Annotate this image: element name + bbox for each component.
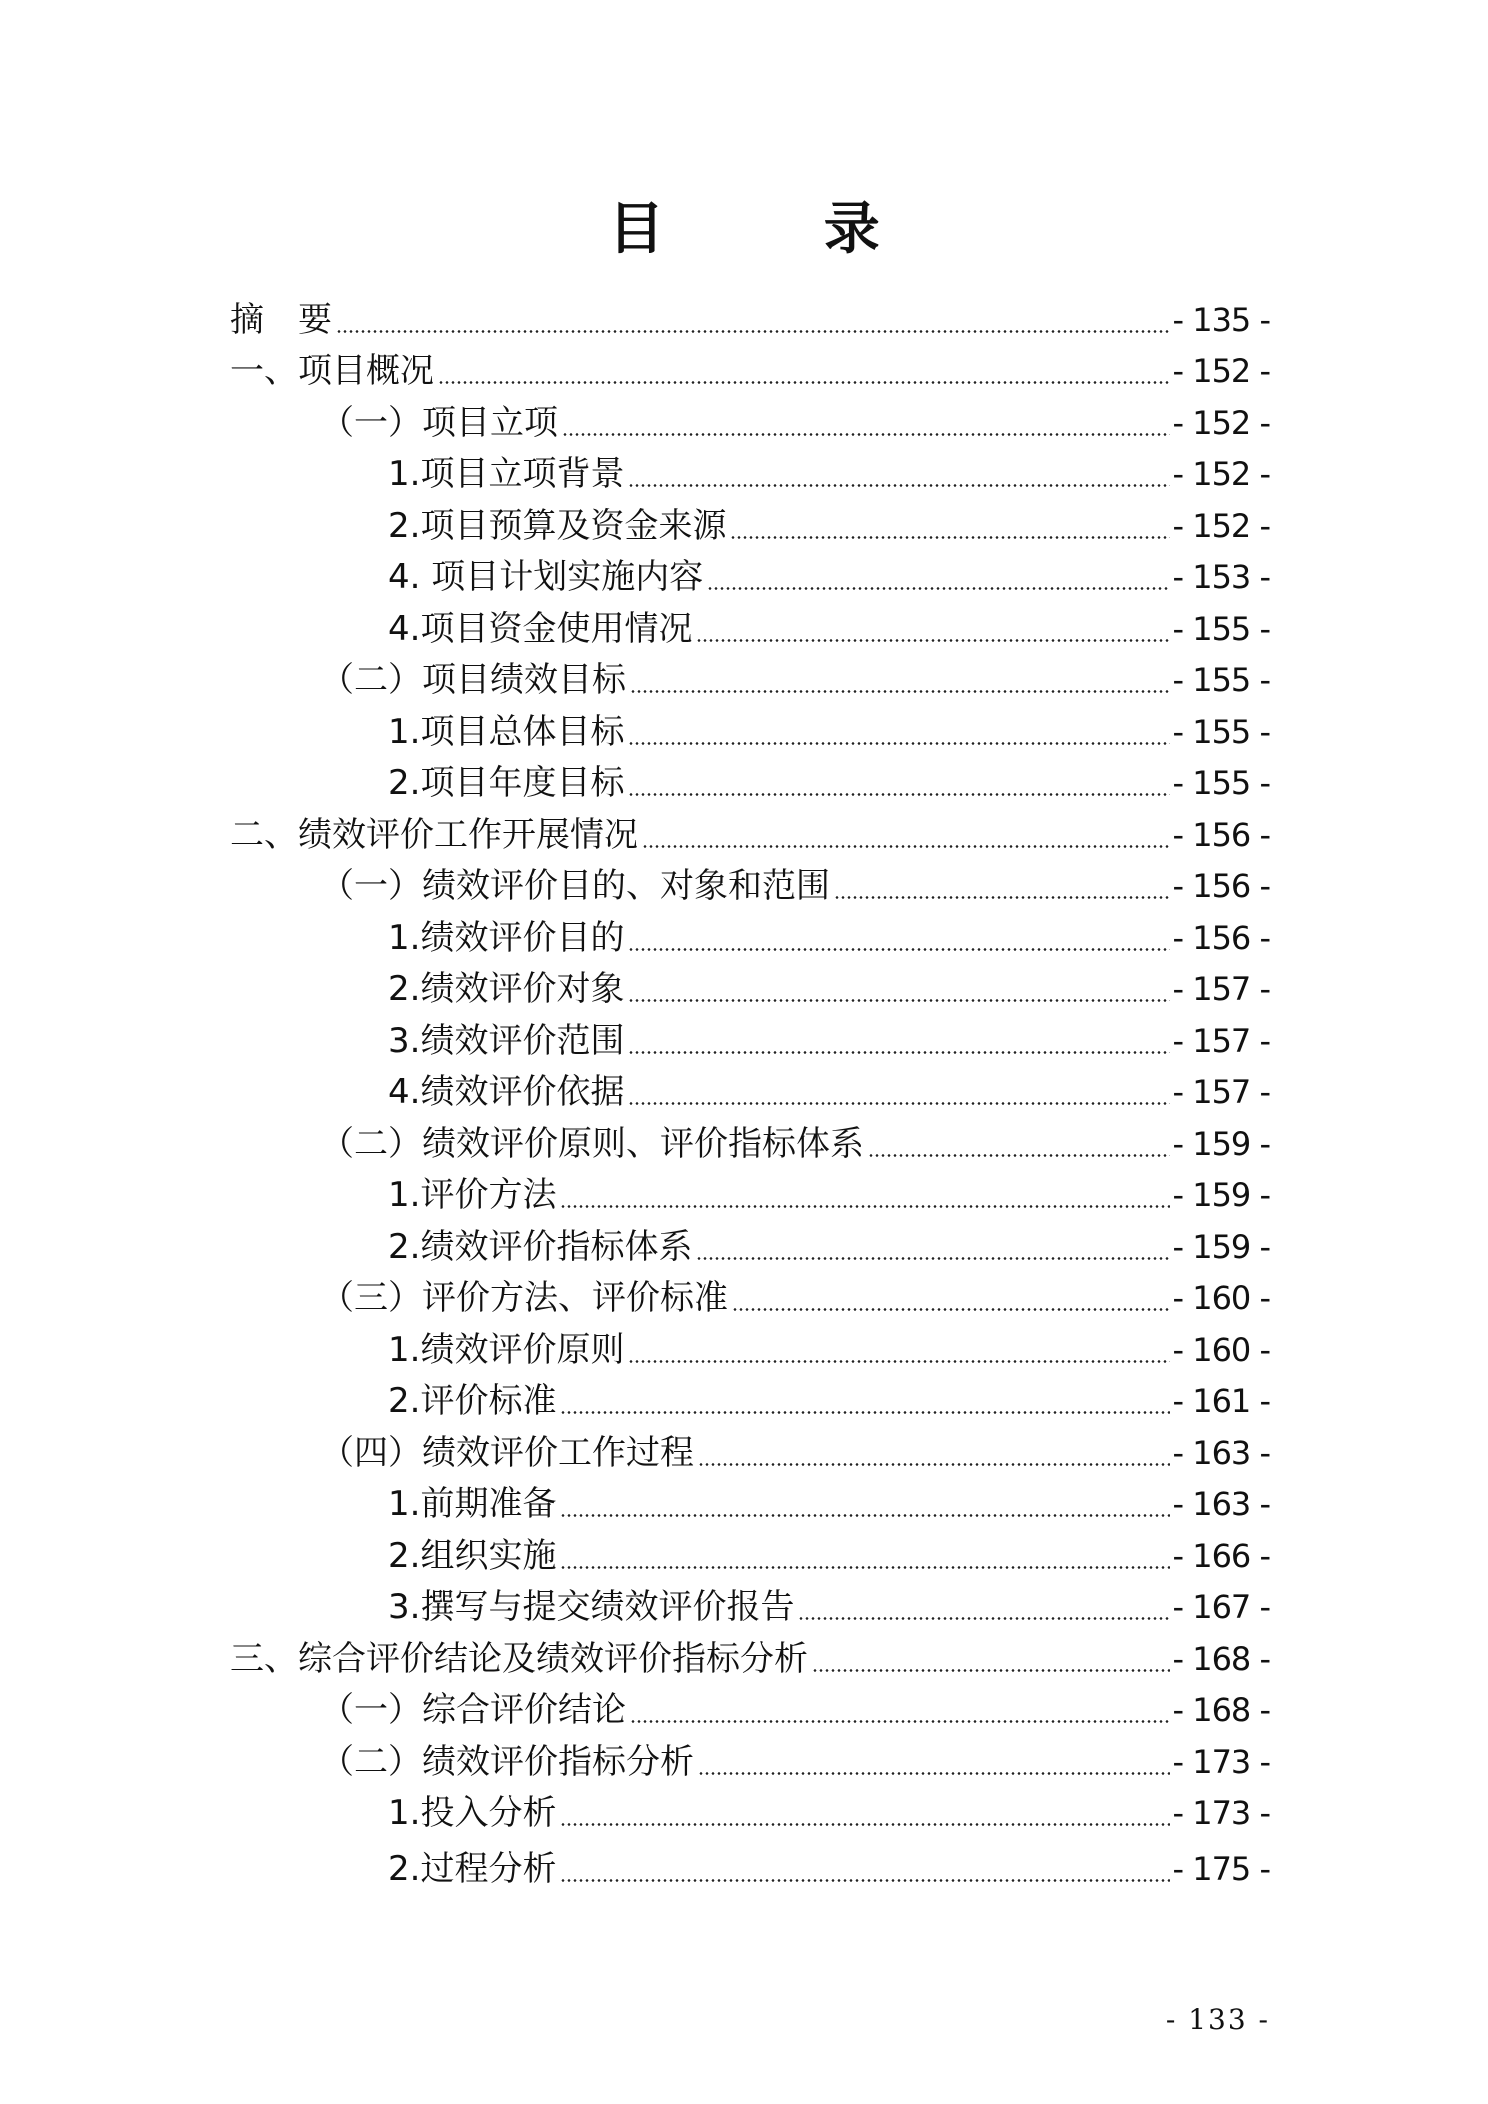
toc-entry[interactable]	[388, 605, 1270, 653]
toc-entry[interactable]	[388, 1017, 1270, 1065]
toc-entry[interactable]	[320, 1429, 1270, 1477]
toc-entry-page: - 156 -	[1172, 816, 1270, 854]
toc-entry-page: - 175 -	[1172, 1850, 1270, 1888]
leader-dots	[630, 1720, 1170, 1723]
toc-entry[interactable]	[230, 1635, 1270, 1683]
toc-entry[interactable]	[388, 1532, 1270, 1580]
toc-entry-label: 1.项目总体目标	[388, 712, 625, 752]
toc-entry-label: 4.绩效评价依据	[388, 1072, 625, 1112]
toc-entry-page: - 159 -	[1172, 1176, 1270, 1214]
toc-entry[interactable]	[388, 1789, 1270, 1837]
toc-entry[interactable]	[388, 1223, 1270, 1271]
leader-dots	[696, 639, 1170, 642]
toc-entry-page: - 152 -	[1172, 507, 1270, 545]
toc-entry-page: - 157 -	[1172, 1022, 1270, 1060]
leader-dots	[438, 381, 1170, 384]
toc-entry-label: 2.评价标准	[388, 1381, 557, 1421]
toc-entry-page: - 153 -	[1172, 558, 1270, 596]
toc-entry-page: - 135 -	[1172, 301, 1270, 339]
toc-entry[interactable]	[388, 759, 1270, 807]
toc-entry-label: （二）绩效评价原则、评价指标体系	[320, 1124, 864, 1164]
toc-entry-label: 4.项目资金使用情况	[388, 609, 693, 649]
toc-entry[interactable]	[388, 1377, 1270, 1425]
toc-entry[interactable]	[388, 708, 1270, 756]
toc-entry-label: （一）综合评价结论	[320, 1690, 626, 1730]
toc-entry-label: （二）绩效评价指标分析	[320, 1742, 694, 1782]
leader-dots	[560, 1566, 1170, 1569]
toc-entry-label: （一）绩效评价目的、对象和范围	[320, 866, 830, 906]
toc-entry-page: - 152 -	[1172, 404, 1270, 442]
toc-entry-label: 2.过程分析	[388, 1849, 557, 1889]
toc-entry[interactable]	[388, 1326, 1270, 1374]
toc-entry-page: - 157 -	[1172, 1073, 1270, 1111]
toc-entry[interactable]	[388, 965, 1270, 1013]
leader-dots	[707, 587, 1170, 590]
toc-entry-page: - 161 -	[1172, 1382, 1270, 1420]
leader-dots	[732, 1308, 1170, 1311]
leader-dots	[628, 1360, 1170, 1363]
toc-entry[interactable]	[320, 399, 1270, 447]
toc-entry[interactable]	[320, 1274, 1270, 1322]
toc-entry-page: - 168 -	[1172, 1640, 1270, 1678]
toc-entry-page: - 168 -	[1172, 1691, 1270, 1729]
leader-dots	[868, 1154, 1170, 1157]
page-title: 目 录	[608, 196, 950, 262]
toc-entry-page: - 173 -	[1172, 1743, 1270, 1781]
toc-entry[interactable]	[388, 1068, 1270, 1116]
leader-dots	[628, 999, 1170, 1002]
toc-entry[interactable]	[320, 1120, 1270, 1168]
leader-dots	[560, 1411, 1170, 1414]
toc-entry[interactable]	[230, 811, 1270, 859]
leader-dots	[560, 1823, 1170, 1826]
toc-entry-page: - 160 -	[1172, 1331, 1270, 1369]
toc-entry-label: 三、综合评价结论及绩效评价指标分析	[230, 1639, 808, 1679]
leader-dots	[628, 742, 1170, 745]
toc-entry-label: 2.绩效评价对象	[388, 969, 625, 1009]
toc-entry-label: （一）项目立项	[320, 403, 558, 443]
leader-dots	[696, 1257, 1170, 1260]
toc-entry[interactable]	[388, 1171, 1270, 1219]
toc-entry-label: 1.绩效评价原则	[388, 1330, 625, 1370]
toc-entry-page: - 155 -	[1172, 713, 1270, 751]
toc-entry[interactable]	[388, 1583, 1270, 1631]
toc-entry-label: （三）评价方法、评价标准	[320, 1278, 728, 1318]
leader-dots	[628, 1102, 1170, 1105]
leader-dots	[560, 1205, 1170, 1208]
leader-dots	[630, 690, 1170, 693]
toc-entry-label: 一、项目概况	[230, 351, 434, 391]
toc-entry-page: - 173 -	[1172, 1794, 1270, 1832]
toc-entry[interactable]	[320, 1686, 1270, 1734]
leader-dots	[730, 536, 1170, 539]
toc-entry-label: （二）项目绩效目标	[320, 660, 626, 700]
toc-entry-page: - 163 -	[1172, 1434, 1270, 1472]
toc-entry[interactable]	[388, 1480, 1270, 1528]
toc-entry-label: 1.前期准备	[388, 1484, 557, 1524]
toc-entry[interactable]	[320, 862, 1270, 910]
toc-entry[interactable]	[388, 1845, 1270, 1893]
leader-dots	[628, 1051, 1170, 1054]
toc-entry[interactable]	[320, 1738, 1270, 1786]
toc-entry-label: 3.撰写与提交绩效评价报告	[388, 1587, 795, 1627]
leader-dots	[798, 1617, 1170, 1620]
leader-dots	[562, 433, 1170, 436]
toc-entry-page: - 159 -	[1172, 1125, 1270, 1163]
leader-dots	[698, 1772, 1170, 1775]
toc-entry-page: - 155 -	[1172, 610, 1270, 648]
toc-entry[interactable]	[388, 553, 1270, 601]
toc-entry-page: - 152 -	[1172, 455, 1270, 493]
toc-entry[interactable]	[230, 347, 1270, 395]
toc-entry[interactable]	[388, 450, 1270, 498]
leader-dots	[560, 1514, 1170, 1517]
toc-entry-label: 1.绩效评价目的	[388, 918, 625, 958]
toc-entry-label: 2.组织实施	[388, 1536, 557, 1576]
toc-entry[interactable]	[388, 502, 1270, 550]
toc-entry[interactable]	[320, 656, 1270, 704]
toc-entry-page: - 167 -	[1172, 1588, 1270, 1626]
toc-entry-page: - 160 -	[1172, 1279, 1270, 1317]
toc-entry-label: 2.项目预算及资金来源	[388, 506, 727, 546]
toc-entry-page: - 155 -	[1172, 764, 1270, 802]
toc-entry-label: 2.绩效评价指标体系	[388, 1227, 693, 1267]
leader-dots	[812, 1669, 1170, 1672]
toc-entry-page: - 159 -	[1172, 1228, 1270, 1266]
toc-entry-label: 1.项目立项背景	[388, 454, 625, 494]
toc-entry-page: - 156 -	[1172, 867, 1270, 905]
toc-entry-label: 3.绩效评价范围	[388, 1021, 625, 1061]
toc-entry-label: 二、绩效评价工作开展情况	[230, 815, 638, 855]
toc-entry-label: 1.投入分析	[388, 1793, 557, 1833]
toc-entry-page: - 157 -	[1172, 970, 1270, 1008]
toc-entry-page: - 166 -	[1172, 1537, 1270, 1575]
toc-entry-label: 2.项目年度目标	[388, 763, 625, 803]
toc-entry-label: 摘 要	[230, 300, 332, 340]
toc-entry-page: - 156 -	[1172, 919, 1270, 957]
toc-entry[interactable]	[230, 296, 1270, 344]
toc-entry-page: - 152 -	[1172, 352, 1270, 390]
toc-entry-page: - 163 -	[1172, 1485, 1270, 1523]
leader-dots	[834, 896, 1170, 899]
toc-entry-label: 4. 项目计划实施内容	[388, 557, 704, 597]
toc-entry-page: - 155 -	[1172, 661, 1270, 699]
leader-dots	[628, 948, 1170, 951]
leader-dots	[628, 793, 1170, 796]
toc-entry-label: （四）绩效评价工作过程	[320, 1433, 694, 1473]
toc-entry[interactable]	[388, 914, 1270, 962]
leader-dots	[642, 845, 1170, 848]
toc-entry-label: 1.评价方法	[388, 1175, 557, 1215]
leader-dots	[698, 1463, 1170, 1466]
leader-dots	[336, 330, 1170, 333]
leader-dots	[560, 1879, 1170, 1882]
page-number: - 133 -	[1165, 2003, 1270, 2036]
leader-dots	[628, 484, 1170, 487]
